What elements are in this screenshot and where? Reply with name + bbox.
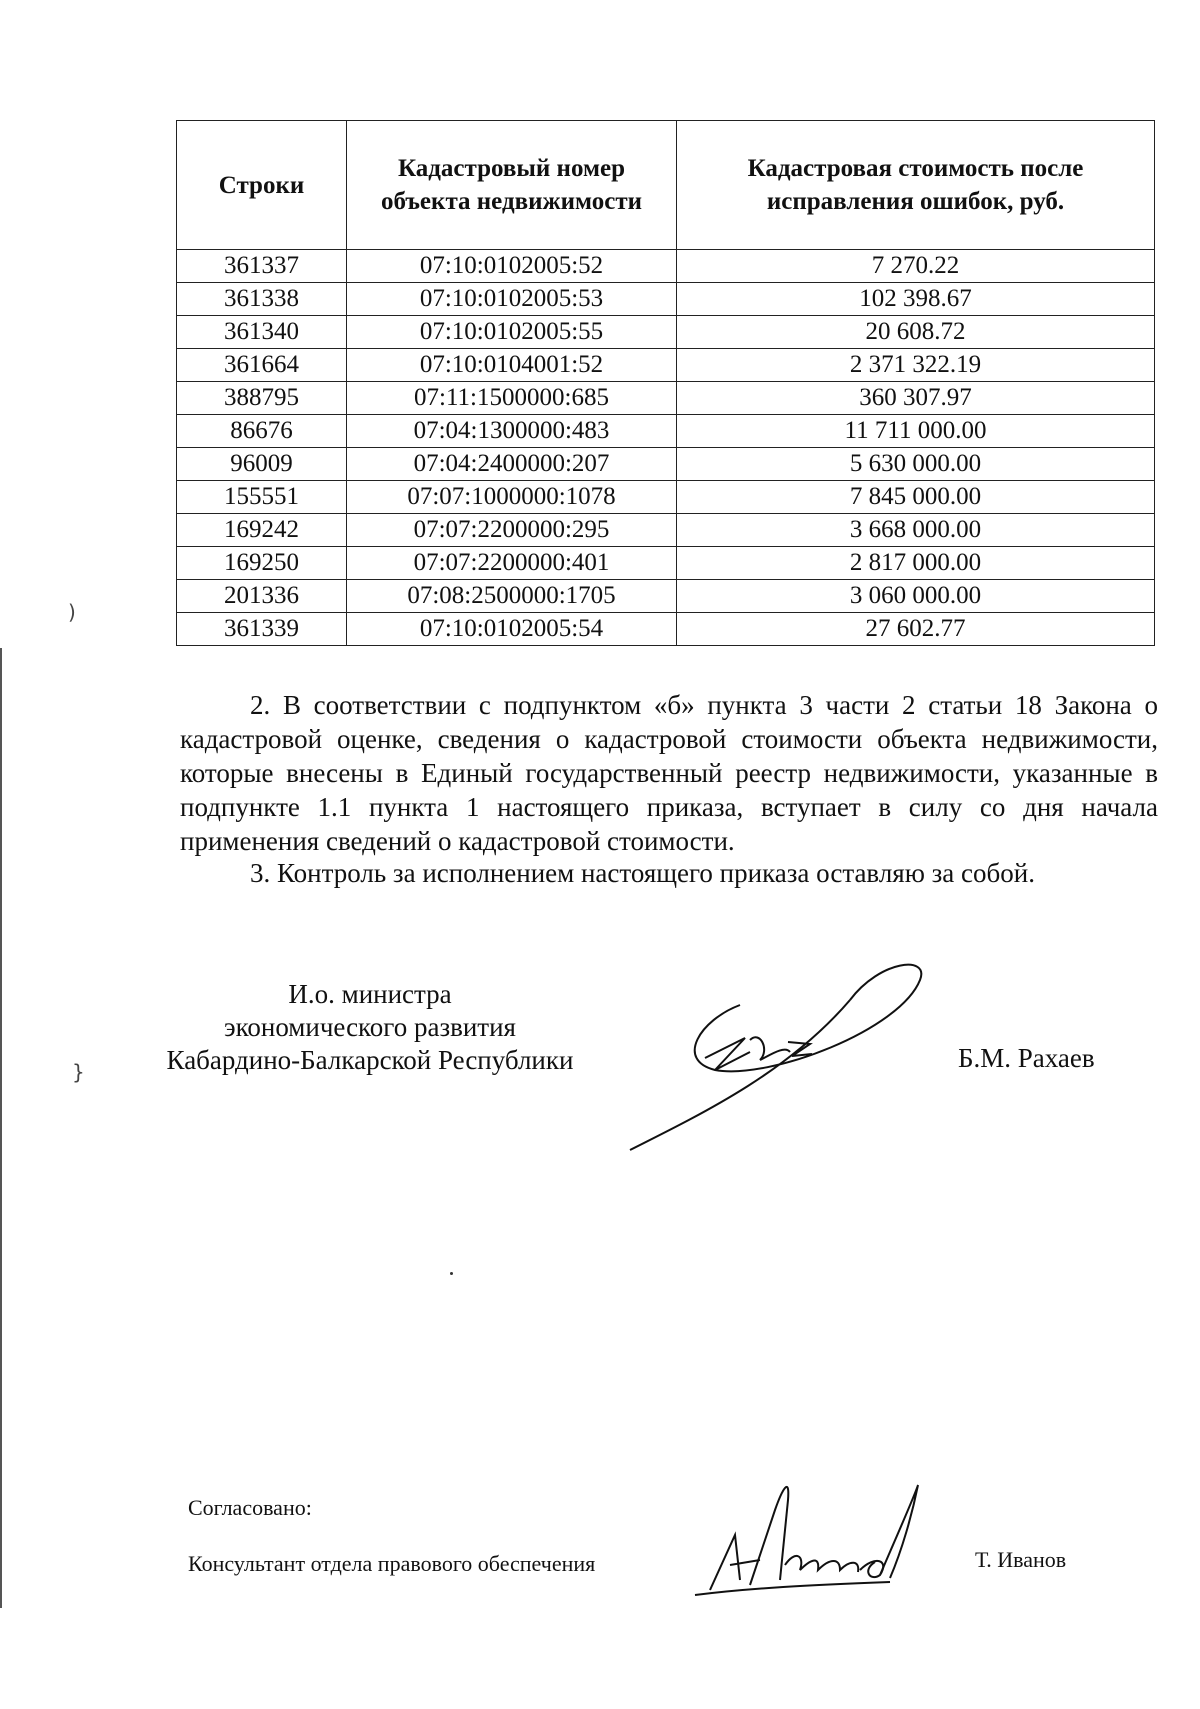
- table-row: [177, 349, 1155, 382]
- row-number-cell: 96009: [177, 448, 347, 481]
- cadastral-value-cell: 7 270.22: [677, 250, 1155, 283]
- cadastral-number-cell: 07:04:1300000:483: [347, 415, 677, 448]
- cadastral-value-cell: 7 845 000.00: [677, 481, 1155, 514]
- cadastral-number-cell: 07:11:1500000:685: [347, 382, 677, 415]
- consultant-position: Консультант отдела правового обеспечения: [188, 1551, 596, 1576]
- cadastral-number-cell: 07:08:2500000:1705: [347, 580, 677, 613]
- cadastral-number-cell: 07:07:2200000:295: [347, 514, 677, 547]
- cadastral-number-cell: 07:10:0102005:52: [347, 250, 677, 283]
- table-row: [177, 316, 1155, 349]
- paragraph-3: 3. Контроль за исполнением настоящего приказа оставляю за собой.: [250, 858, 1035, 888]
- table-row: [177, 283, 1155, 316]
- table-row: [177, 382, 1155, 415]
- row-number-cell: 155551: [177, 481, 347, 514]
- header-rows: Строки: [177, 121, 347, 250]
- cadastral-value-cell: 2 371 322.19: [677, 349, 1155, 382]
- header-cadastral-number: Кадастровый номер объекта недвижимости: [347, 121, 677, 250]
- cadastral-value-cell: 360 307.97: [677, 382, 1155, 415]
- signer-title-line: экономического развития: [224, 1012, 516, 1042]
- signer-title-line: И.о. министра: [288, 979, 452, 1009]
- signer-title-line: Кабардино-Балкарской Республики: [166, 1045, 574, 1075]
- row-number-cell: 361337: [177, 250, 347, 283]
- cadastral-value-cell: 3 060 000.00: [677, 580, 1155, 613]
- scan-dot: [450, 1272, 453, 1275]
- table-row: [177, 514, 1155, 547]
- cadastral-value-cell: 27 602.77: [677, 613, 1155, 646]
- row-number-cell: 201336: [177, 580, 347, 613]
- cadastral-value-cell: 102 398.67: [677, 283, 1155, 316]
- cadastral-value-cell: 3 668 000.00: [677, 514, 1155, 547]
- cadastral-number-cell: 07:10:0104001:52: [347, 349, 677, 382]
- table-header-row: [177, 121, 1155, 250]
- agreed-label: Согласовано:: [188, 1495, 312, 1520]
- table-row: [177, 250, 1155, 283]
- table-row: [177, 547, 1155, 580]
- minister-signature: [620, 960, 950, 1160]
- cadastral-value-cell: 11 711 000.00: [677, 415, 1155, 448]
- scan-edge-line: [0, 648, 2, 1608]
- cadastral-number-cell: 07:10:0102005:54: [347, 613, 677, 646]
- consultant-name: Т. Иванов: [975, 1547, 1067, 1572]
- cadastral-number-cell: 07:10:0102005:55: [347, 316, 677, 349]
- cadastral-number-cell: 07:07:1000000:1078: [347, 481, 677, 514]
- signer-title: [150, 978, 590, 1077]
- table-row: [177, 613, 1155, 646]
- table-row: [177, 415, 1155, 448]
- paragraph-2: 2. В соответствии с подпунктом «б» пункта 3 части 2 статьи 18 Закона о кадастровой оценке, сведения о кадастровой стоимости объекта недвижимости, которые внесены в Единый государственный реестр недвижимости, указанные в подпункте 1.1 пункта 1 настоящего приказа, вступает в силу со дня начала применения сведений о кадастровой стоимости.: [180, 690, 1158, 856]
- row-number-cell: 169242: [177, 514, 347, 547]
- row-number-cell: 169250: [177, 547, 347, 580]
- table-body: [177, 250, 1155, 646]
- table-row: [177, 481, 1155, 514]
- header-cadastral-value: Кадастровая стоимость после исправления ошибок, руб.: [677, 121, 1155, 250]
- scan-mark: ): [68, 600, 76, 624]
- cadastral-number-cell: 07:10:0102005:53: [347, 283, 677, 316]
- row-number-cell: 388795: [177, 382, 347, 415]
- cadastral-number-cell: 07:04:2400000:207: [347, 448, 677, 481]
- row-number-cell: 361338: [177, 283, 347, 316]
- scan-mark: }: [72, 1060, 85, 1084]
- row-number-cell: 361340: [177, 316, 347, 349]
- cadastral-value-cell: 20 608.72: [677, 316, 1155, 349]
- cadastral-value-cell: 2 817 000.00: [677, 547, 1155, 580]
- row-number-cell: 361339: [177, 613, 347, 646]
- table-row: [177, 448, 1155, 481]
- row-number-cell: 86676: [177, 415, 347, 448]
- cadastral-number-cell: 07:07:2200000:401: [347, 547, 677, 580]
- consultant-signature: [690, 1470, 950, 1610]
- cadastral-value-cell: 5 630 000.00: [677, 448, 1155, 481]
- row-number-cell: 361664: [177, 349, 347, 382]
- signer-name: Б.М. Рахаев: [958, 1043, 1095, 1073]
- cadastral-value-table: [176, 120, 1155, 646]
- table-row: [177, 580, 1155, 613]
